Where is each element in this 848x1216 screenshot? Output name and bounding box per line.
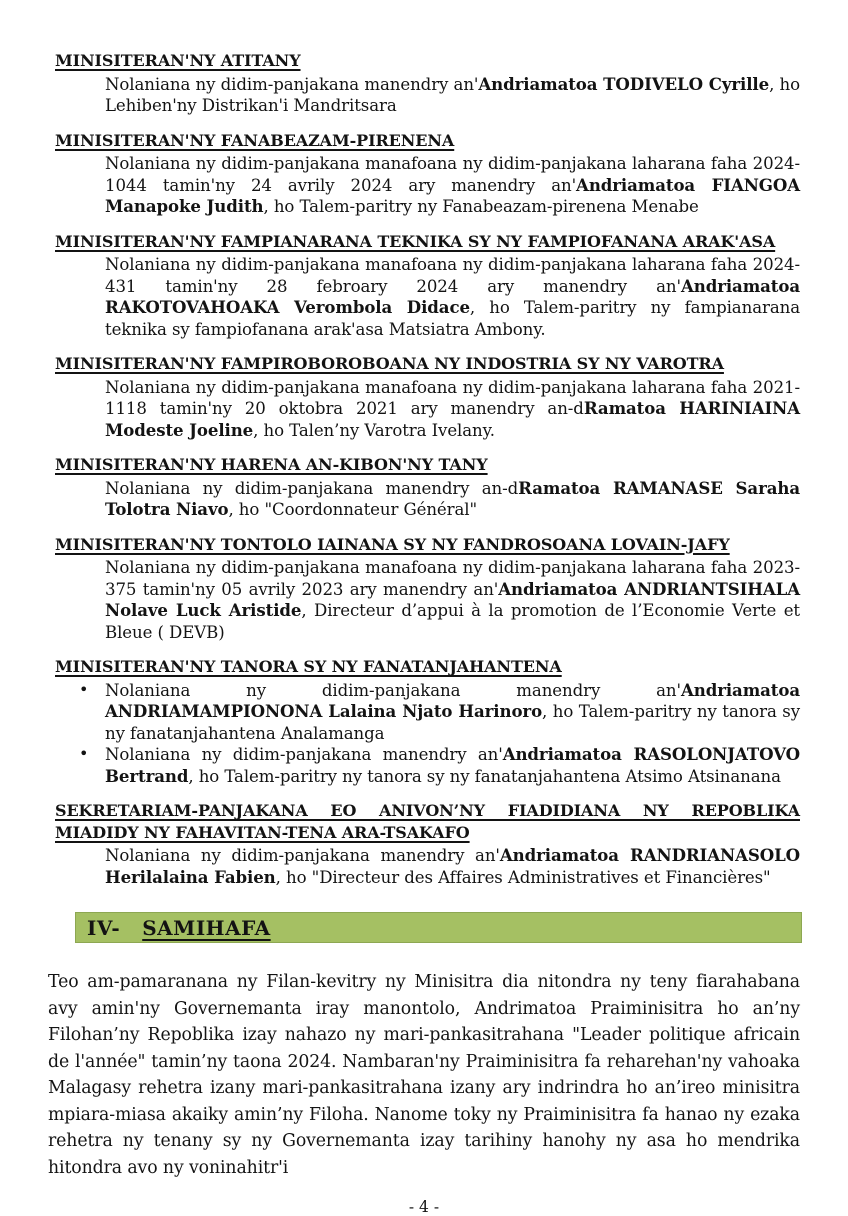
page-number: - 4 - <box>408 1198 440 1216</box>
paragraph-text: , ho Talem-paritry ny fampianarana teknika sy fampiofanana arak'asa Matsiatra Ambony. <box>105 298 800 339</box>
paragraph-text: , ho "Directeur des Affaires Administratives et Financières" <box>275 867 771 887</box>
paragraph-text: Nolaniana ny didim-panjakana manafoana ny didim-panjakana laharana faha 2023-375 tamin'ny 05 avrily 2023 ary manendry an' <box>105 558 800 599</box>
banner-title: SAMIHAFA <box>142 915 271 940</box>
paragraph <box>105 254 800 340</box>
paragraph-text: Nolaniana ny didim-panjakana manafoana ny didim-panjakana laharana faha 2024-431 tamin'ny 28 febroary 2024 ary manendry an' <box>105 255 800 296</box>
paragraph <box>105 74 800 117</box>
bullet-paragraph <box>48 680 800 745</box>
appointee-name: Andriamatoa RANDRIANASOLO Herilalaina Fabien <box>105 845 800 887</box>
section-heading: MINISITERAN'NY TONTOLO IAINANA SY NY FANDROSOANA LOVAIN-JAFY <box>55 534 730 554</box>
section-heading: MINISITERAN'NY ATITANY <box>55 51 301 70</box>
samihafa-banner <box>75 912 802 943</box>
paragraph-text: , ho Talem-paritry ny tanora sy ny fanatanjahantena Atsimo Atsinanana <box>188 766 781 786</box>
paragraph-text: Nolaniana ny didim-panjakana manendry an' <box>105 680 681 700</box>
section-heading: MINISITERAN'NY FAMPIANARANA TEKNIKA SY NY FAMPIOFANANA ARAK'ASA <box>55 231 776 251</box>
paragraph-text: , ho "Coordonnateur Général" <box>228 500 478 519</box>
appointee-name: Andriamatoa TODIVELO Cyrille <box>478 73 770 94</box>
appointee-name: Andriamatoa RASOLONJATOVO Bertrand <box>105 744 801 786</box>
paragraph-text: , ho Talem-paritry ny Fanabeazam-pirenena Menabe <box>263 197 699 216</box>
appointee-name: Andriamatoa RAKOTOVAHOAKA Verombola Didace <box>105 275 800 317</box>
ministry-section <box>48 454 800 521</box>
paragraph-text: , Directeur d’appui à la promotion de l’Economie Verte et Bleue ( DEVB) <box>105 601 800 642</box>
ministry-section <box>48 534 800 644</box>
ministry-section <box>48 656 800 787</box>
paragraph-text: Nolaniana ny didim-panjakana manendry an' <box>105 846 500 865</box>
ministry-section <box>48 353 800 441</box>
closing-paragraph: Teo am-pamaranana ny Filan-kevitry ny Minisitra dia nitondra ny teny fiarahabana avy amin'ny Governemanta iray manontolo, Andrimatoa Praiminisitra ho an’ny Filohan’ny Repoblika izay nahazo ny mari-pankasitrahana "Leader politique africain de l'année" tamin’ny taona 2024. Nambaran'ny Praiminisitra fa reharehan'ny vahoaka Malagasy rehetra izany mari-pankasitrahana izany ary indrindra ho an’ireo minisitra mpiara-miasa akaiky amin’ny Filoha. Nanome toky ny Praiminisitra fa hanao ny ezaka rehetra ny tenany sy ny Governemanta izay tarihiny hanohy ny asa ho mendrika hitondra avo ny voninahitr'i <box>48 972 800 1178</box>
bullet-paragraph <box>48 744 800 787</box>
paragraph-text: , ho Talem-paritry ny tanora sy ny fanatanjahantena Analamanga <box>105 702 800 743</box>
ministry-section <box>48 231 800 341</box>
appointee-name: Andriamatoa ANDRIANTSIHALA Nolave Luck Aristide <box>105 578 800 620</box>
appointee-name: Andriamatoa ANDRIAMAMPIONONA Lalaina Njato Harinoro <box>105 679 800 721</box>
sections <box>48 50 800 888</box>
section-heading: MINISITERAN'NY FAMPIROBOROBOANA NY INDOSTRIA SY NY VAROTRA <box>55 354 724 373</box>
bullet-icon: • <box>79 679 89 699</box>
paragraph <box>105 845 800 888</box>
paragraph-text: Nolaniana ny didim-panjakana manendry an' <box>105 74 479 94</box>
paragraph <box>105 377 800 442</box>
section-heading: MINISITERAN'NY TANORA SY NY FANATANJAHANTENA <box>55 657 562 676</box>
paragraph-text: , ho Talen’ny Varotra Ivelany. <box>253 420 495 440</box>
appointee-name: Ramatoa HARINIAINA Modeste Joeline <box>105 398 800 440</box>
ministry-section <box>48 800 800 888</box>
appointee-name: Andriamatoa FIANGOA Manapoke Judith <box>105 174 800 216</box>
section-heading: SEKRETARIAM-PANJAKANA EO ANIVON’NY FIADIDIANA NY REPOBLIKA MIADIDY NY FAHAVITAN-TENA ARA-TSAKAFO <box>55 801 800 842</box>
paragraph-text: Nolaniana ny didim-panjakana manendry an-d <box>105 478 519 498</box>
section-heading: MINISITERAN'NY FANABEAZAM-PIRENENA <box>55 130 455 150</box>
banner-numeral: IV- <box>87 915 121 940</box>
paragraph <box>105 153 800 218</box>
paragraph-text: Nolaniana ny didim-panjakana manafoana ny didim-panjakana laharana faha 2021-1118 tamin'ny 20 oktobra 2021 ary manendry an-d <box>105 377 800 418</box>
section-heading: MINISITERAN'NY HARENA AN-KIBON'NY TANY <box>55 455 488 474</box>
bullet-icon: • <box>79 744 89 763</box>
paragraph <box>105 557 800 643</box>
ministry-section <box>48 130 800 218</box>
paragraph-text: , ho Lehiben'ny Distrikan'i Mandritsara <box>105 74 800 115</box>
paragraph-text: Nolaniana ny didim-panjakana manafoana ny didim-panjakana laharana faha 2024-1044 tamin'ny 24 avrily 2024 ary manendry an' <box>105 154 800 195</box>
ministry-section <box>48 50 800 117</box>
paragraph <box>105 478 800 521</box>
paragraph-text: Nolaniana ny didim-panjakana manendry an' <box>105 745 503 764</box>
appointee-name: Ramatoa RAMANASE Saraha Tolotra Niavo <box>105 477 800 519</box>
